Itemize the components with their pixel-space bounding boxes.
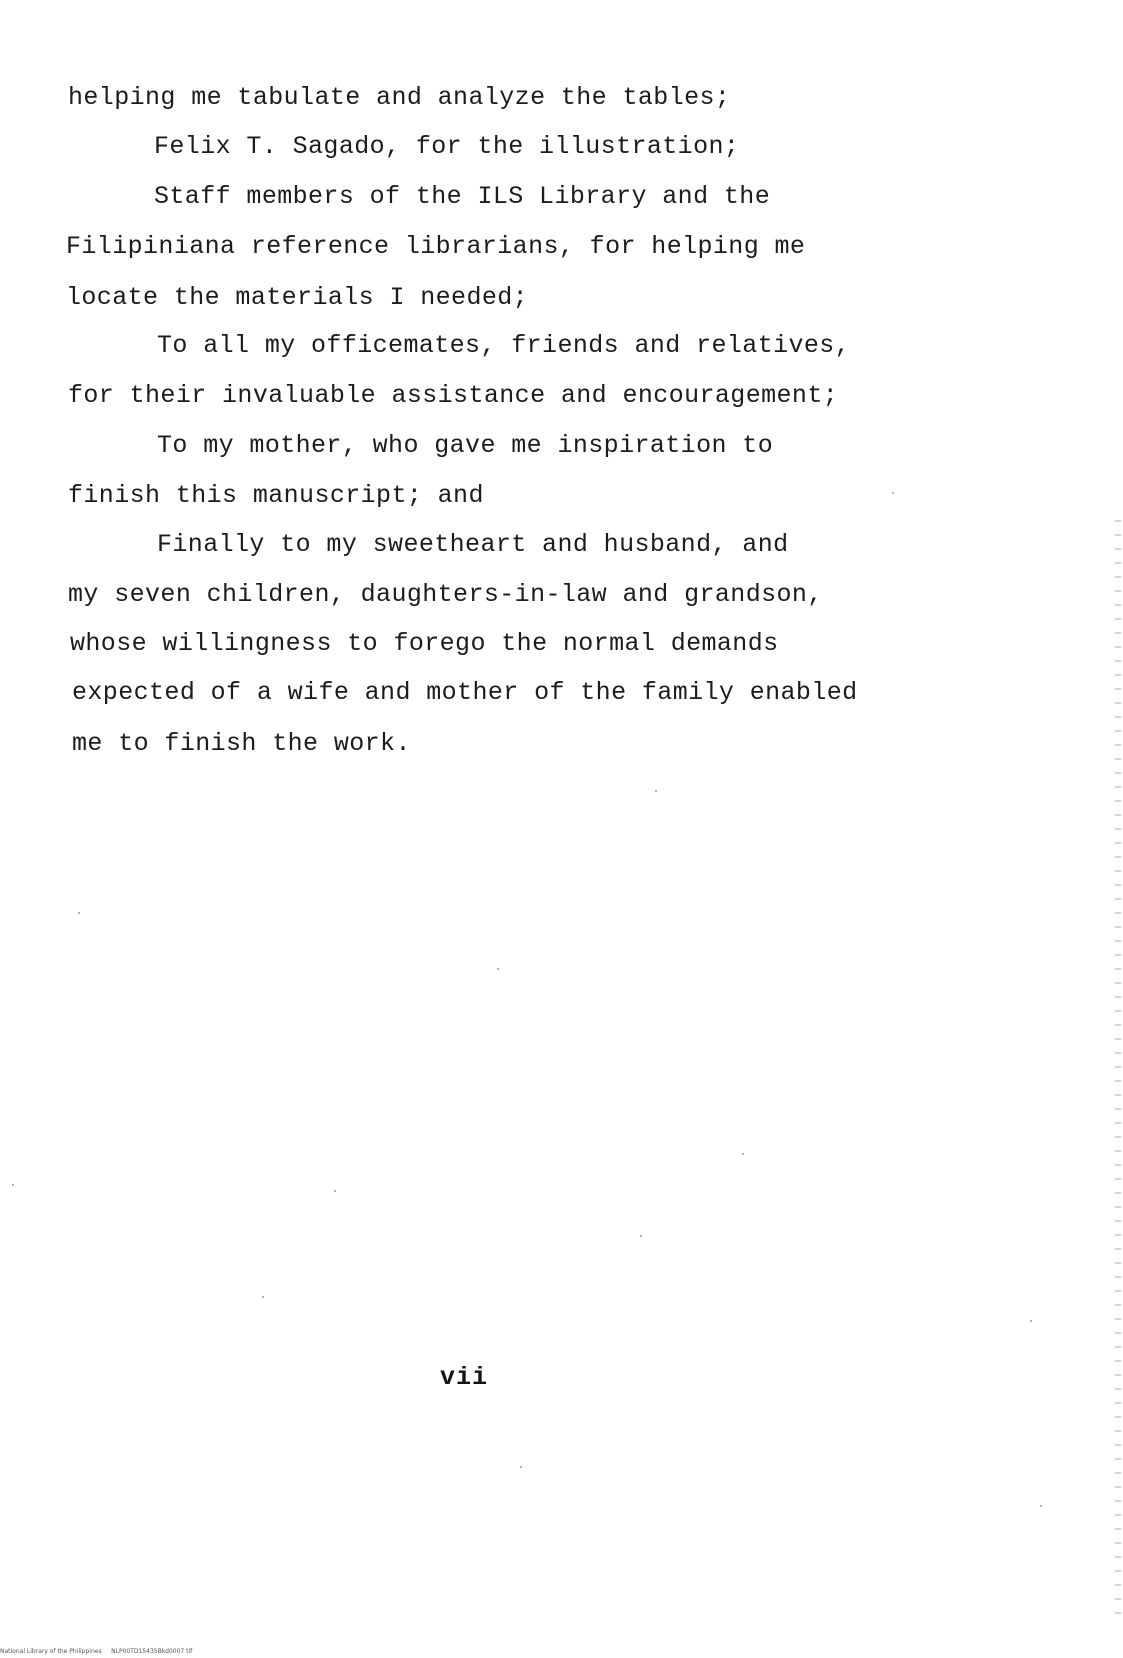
scan-speckle	[742, 1153, 744, 1155]
text-line-9: finish this manuscript; and	[68, 481, 484, 510]
text-line-1: helping me tabulate and analyze the tables;	[68, 83, 731, 112]
footer-code: NLP00TD15435Bkd0007 tif	[111, 1648, 193, 1655]
text-line-6: To all my officemates, friends and relatives,	[157, 331, 851, 360]
scan-speckle	[497, 968, 499, 970]
text-line-3: Staff members of the ILS Library and the	[154, 182, 771, 211]
scan-speckle	[892, 492, 894, 494]
text-line-13: expected of a wife and mother of the family enabled	[72, 678, 858, 707]
scan-speckle	[1030, 1320, 1032, 1322]
text-line-7: for their invaluable assistance and encouragement;	[68, 381, 839, 410]
scan-speckle	[334, 1190, 336, 1192]
footer-library: National Library of the Philippines	[0, 1648, 102, 1655]
text-line-5: locate the materials I needed;	[66, 283, 529, 312]
scan-edge-marks	[1115, 520, 1121, 1620]
scan-speckle	[520, 1466, 522, 1468]
scan-speckle	[655, 790, 657, 792]
text-line-2: Felix T. Sagado, for the illustration;	[154, 132, 740, 161]
scan-speckle	[12, 1184, 14, 1186]
text-line-11: my seven children, daughters-in-law and grandson,	[68, 580, 823, 609]
scan-speckle	[262, 1296, 264, 1298]
text-line-12: whose willingness to forego the normal demands	[70, 629, 779, 658]
text-line-8: To my mother, who gave me inspiration to	[157, 431, 774, 460]
text-line-4: Filipiniana reference librarians, for helping me	[66, 232, 806, 261]
text-line-10: Finally to my sweetheart and husband, and	[157, 530, 789, 559]
scan-footer	[0, 1648, 192, 1656]
scan-speckle	[78, 912, 80, 914]
page-number: vii	[440, 1363, 489, 1392]
text-line-14: me to finish the work.	[72, 729, 411, 758]
scan-speckle	[1040, 1505, 1042, 1507]
scan-speckle	[640, 1235, 642, 1237]
